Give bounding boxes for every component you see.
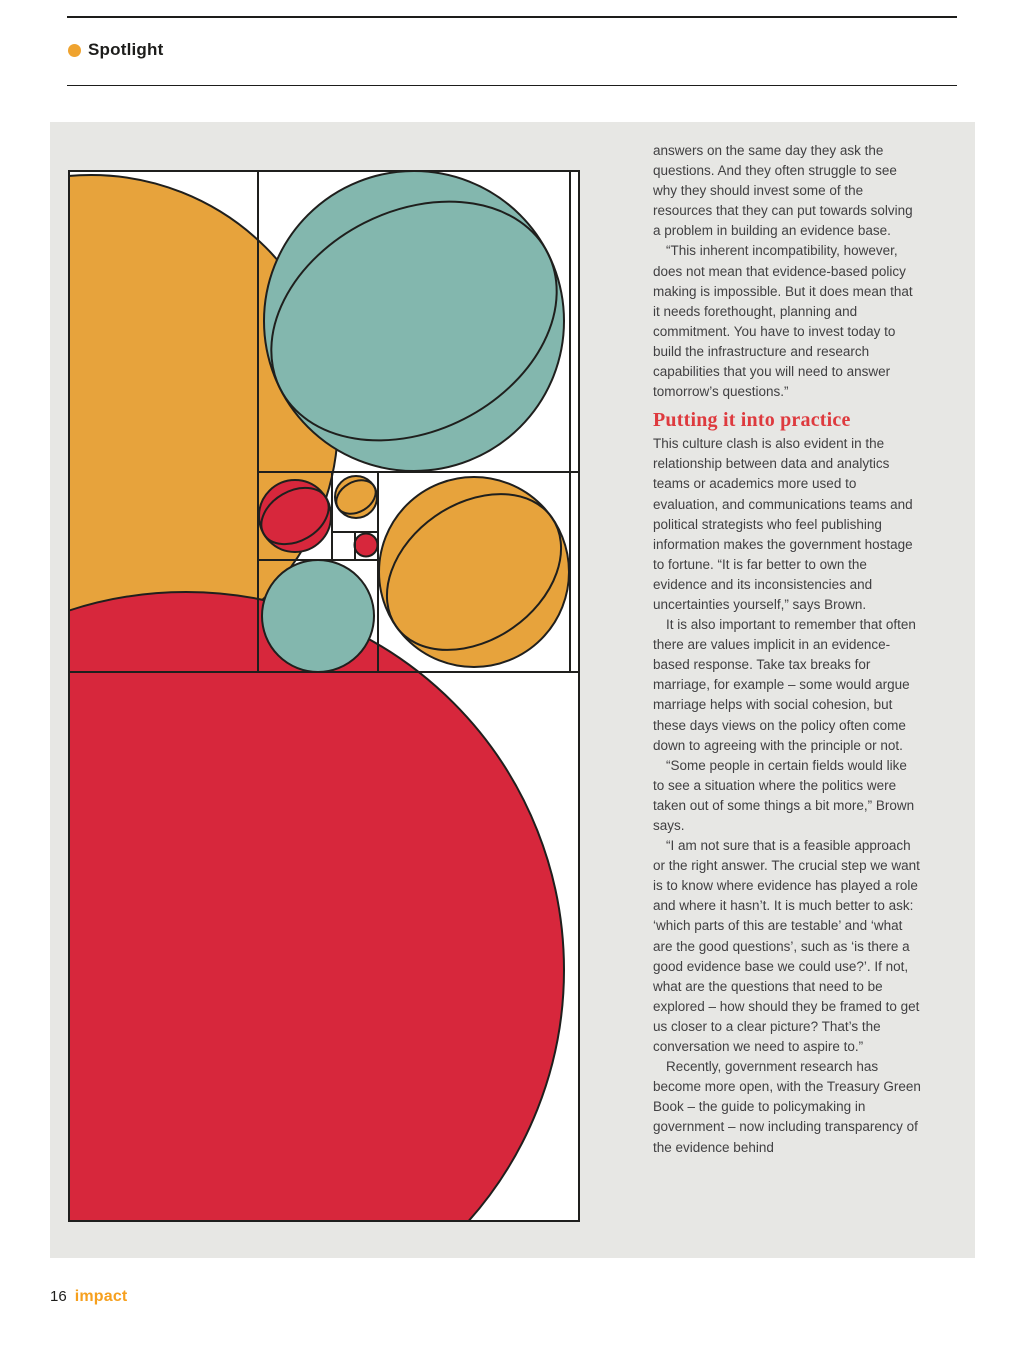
teal-circle — [264, 171, 564, 471]
golden-ratio-artwork — [68, 170, 580, 1222]
impact-logo: impact — [74, 1288, 128, 1305]
paragraph: answers on the same day they ask the questions. And they often struggle to see why they should invest some of the resources that they can put towards solving a problem in building an evidence base. — [653, 143, 913, 239]
golden-ratio-svg — [68, 170, 580, 1222]
paragraph: “This inherent incompatibility, however, does not mean that evidence-based policy making is impossible. But it does mean that it needs forethought, planning and commitment. You have to invest today to build the infrastructure and research capabilities that you will need to answer tomorrow’s questions.” — [653, 243, 913, 400]
paragraph: It is also important to remember that often there are values implicit in an evidence-based response. Take tax breaks for marriage, for example – some would argue marriage helps with social cohesion, but these days views on the policy often come down to agreeing with the principle or not. — [653, 617, 916, 753]
top-rule — [67, 16, 957, 18]
sub-rule — [67, 85, 957, 86]
body-paragraphs — [653, 434, 921, 1157]
bullet-dot-icon — [68, 44, 81, 57]
paragraph: “Some people in certain fields would like to see a situation where the politics were taken out of some things a bit more,” Brown says. — [653, 757, 915, 833]
section-heading: Putting it into practice — [653, 409, 851, 432]
intro-paragraphs — [653, 141, 921, 402]
article-text-column — [653, 141, 921, 1158]
section-label: Spotlight — [88, 40, 164, 59]
paragraph: “I am not sure that is a feasible approach or the right answer. The crucial step we want is to know where evidence has played a role and where it hasn’t. It is much better to ask: ‘which parts of this are testable’ and ‘what are the good questions’, such as ‘is there a good evidence base we could use?’. If not, what are the questions that need to be explored – how should they be framed to get us closer to a clear picture? That’s the conversation we need to aspire to.” — [653, 838, 920, 1055]
tiny-red-circle — [355, 534, 378, 557]
paragraph: This culture clash is also evident in the relationship between data and analytics teams or academics more used to evaluation, and communications teams and political strategists who feel publishing information makes the government hostage to fortune. “It is far better to own the evidence and its inconsistencies and uncertainties yourself,” says Brown. — [653, 436, 913, 612]
small-teal-circle — [262, 560, 374, 672]
section-header — [68, 40, 163, 60]
page-footer — [50, 1288, 127, 1306]
paragraph: Recently, government research has become more open, with the Treasury Green Book – the guide to policymaking in government – now including transparency of the evidence behind — [653, 1059, 921, 1155]
page-number: 16 — [50, 1288, 67, 1305]
